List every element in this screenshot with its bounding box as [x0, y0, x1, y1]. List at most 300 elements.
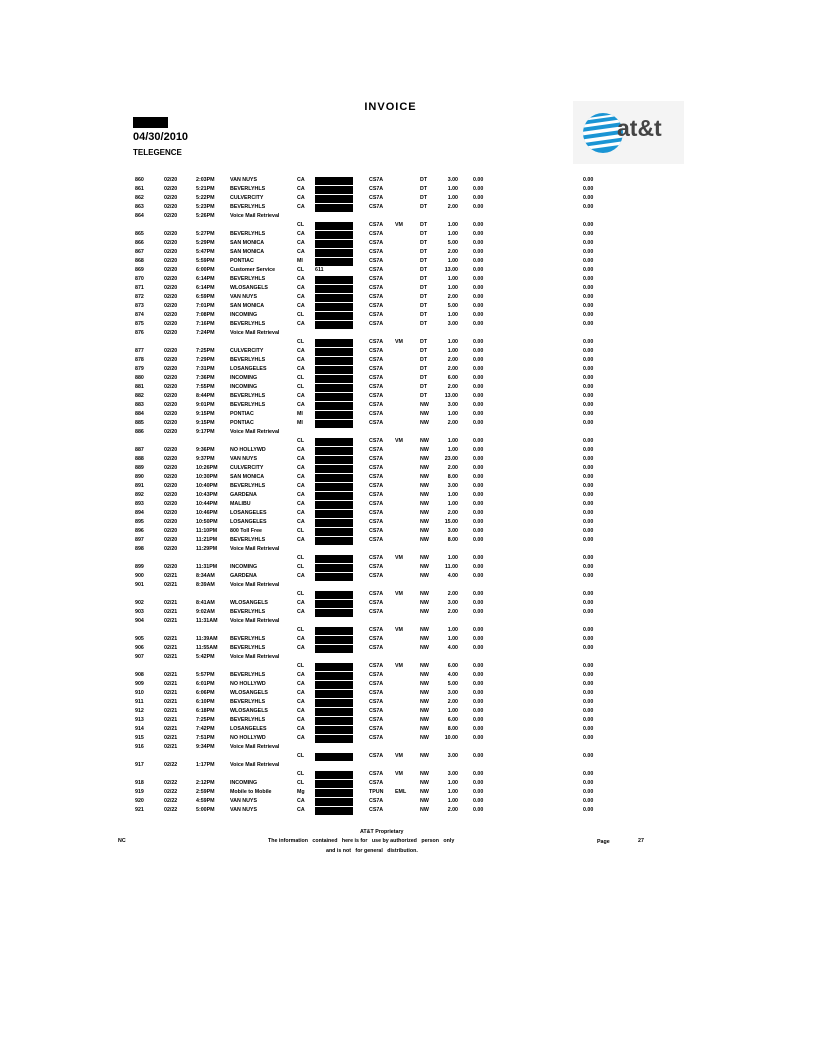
minutes: 2.00 [447, 357, 458, 363]
table-row [0, 230, 816, 239]
call-location: Customer Service [230, 267, 276, 273]
table-row [0, 482, 816, 491]
total: 0.00 [583, 294, 594, 300]
minutes: 2.00 [447, 591, 458, 597]
row-id: 920 [135, 798, 144, 804]
minutes: 4.00 [447, 573, 458, 579]
call-location: INCOMING [230, 564, 258, 570]
call-description: Voice Mail Retrieval [230, 654, 280, 660]
call-state: CA [297, 177, 305, 183]
table-row [0, 257, 816, 266]
row-id: 918 [135, 780, 144, 786]
call-location: MALIBU [230, 501, 251, 507]
call-state: CL [297, 339, 305, 345]
call-time: 6:14PM [196, 276, 215, 282]
rate-period: DT [420, 249, 428, 255]
table-row [0, 545, 816, 554]
redacted-number [315, 519, 353, 527]
rate-period: NW [420, 645, 429, 651]
call-date: 02/20 [164, 177, 178, 183]
charge: 0.00 [473, 726, 484, 732]
call-date: 02/20 [164, 294, 178, 300]
rate-code: CS7A [369, 636, 384, 642]
call-location: BEVERLYHLS [230, 699, 266, 705]
row-id: 872 [135, 294, 144, 300]
minutes: 8.00 [447, 537, 458, 543]
charge: 0.00 [473, 789, 484, 795]
charge: 0.00 [473, 186, 484, 192]
call-location: BEVERLYHLS [230, 537, 266, 543]
call-time: 6:01PM [196, 681, 215, 687]
rate-code: CS7A [369, 276, 384, 282]
call-state: CA [297, 735, 305, 741]
redacted-number [315, 339, 353, 347]
row-id: 875 [135, 321, 144, 327]
call-time: 6:10PM [196, 699, 215, 705]
call-date: 02/20 [164, 249, 178, 255]
logo-wordmark: at&t [617, 115, 662, 141]
minutes: 2.00 [447, 204, 458, 210]
call-time: 6:14PM [196, 285, 215, 291]
row-id: 864 [135, 213, 144, 219]
call-state: CA [297, 456, 305, 462]
call-time: 2:59PM [196, 789, 215, 795]
call-location: BEVERLYHLS [230, 636, 266, 642]
rate-period: NW [420, 483, 429, 489]
table-row [0, 599, 816, 608]
call-location: NO HOLLYWD [230, 735, 266, 741]
call-time: 4:59PM [196, 798, 215, 804]
table-row [0, 410, 816, 419]
minutes: 10.00 [444, 735, 458, 741]
call-state: CA [297, 483, 305, 489]
charge: 0.00 [473, 717, 484, 723]
call-time: 9:37PM [196, 456, 215, 462]
table-row [0, 284, 816, 293]
minutes: 1.00 [447, 258, 458, 264]
redacted-number [315, 276, 353, 284]
call-time: 10:50PM [196, 519, 218, 525]
redacted-number [315, 555, 353, 563]
call-state: CA [297, 366, 305, 372]
redacted-number [315, 240, 353, 248]
row-id: 860 [135, 177, 144, 183]
call-time: 6:06PM [196, 690, 215, 696]
redacted-header-block [133, 117, 168, 128]
charge: 0.00 [473, 528, 484, 534]
rate-code: CS7A [369, 555, 384, 561]
call-state: CA [297, 600, 305, 606]
redacted-number [315, 375, 353, 383]
minutes: 1.00 [447, 276, 458, 282]
charge: 0.00 [473, 735, 484, 741]
call-state: CL [297, 780, 305, 786]
feature-code: EML [395, 789, 407, 795]
call-location: Mobile to Mobile [230, 789, 272, 795]
table-row [0, 509, 816, 518]
row-id: 887 [135, 447, 144, 453]
call-state: CA [297, 537, 305, 543]
minutes: 3.00 [447, 690, 458, 696]
charge: 0.00 [473, 537, 484, 543]
table-row [0, 446, 816, 455]
call-time: 8:39AM [196, 582, 215, 588]
minutes: 1.00 [447, 501, 458, 507]
redacted-number [315, 807, 353, 815]
call-time: 10:44PM [196, 501, 218, 507]
redacted-number [315, 600, 353, 608]
table-row [0, 743, 816, 752]
call-state: CA [297, 357, 305, 363]
company-name: TELEGENCE [133, 148, 182, 157]
total: 0.00 [583, 771, 594, 777]
call-time: 9:15PM [196, 411, 215, 417]
call-date: 02/22 [164, 798, 178, 804]
table-row [0, 644, 816, 653]
table-row [0, 401, 816, 410]
charge: 0.00 [473, 672, 484, 678]
redacted-number [315, 195, 353, 203]
call-state: CA [297, 609, 305, 615]
redacted-number [315, 735, 353, 743]
call-location: NO HOLLYWD [230, 681, 266, 687]
redacted-number [315, 474, 353, 482]
minutes: 2.00 [447, 699, 458, 705]
call-location: CULVERCITY [230, 195, 264, 201]
total: 0.00 [583, 699, 594, 705]
total: 0.00 [583, 483, 594, 489]
call-location: INCOMING [230, 375, 258, 381]
rate-period: NW [420, 627, 429, 633]
row-id: 867 [135, 249, 144, 255]
rate-code: CS7A [369, 294, 384, 300]
rate-period: NW [420, 420, 429, 426]
call-location: CULVERCITY [230, 348, 264, 354]
rate-code: CS7A [369, 690, 384, 696]
call-description: Voice Mail Retrieval [230, 213, 280, 219]
call-state: CL [297, 438, 305, 444]
call-date: 02/20 [164, 312, 178, 318]
total: 0.00 [583, 807, 594, 813]
total: 0.00 [583, 690, 594, 696]
charge: 0.00 [473, 465, 484, 471]
feature-code: VM [395, 627, 403, 633]
call-time: 8:44PM [196, 393, 215, 399]
rate-code: CS7A [369, 510, 384, 516]
call-date: 02/21 [164, 690, 178, 696]
call-location: BEVERLYHLS [230, 231, 266, 237]
call-state: CL [297, 528, 305, 534]
call-time: 11:55AM [196, 645, 218, 651]
rate-code: CS7A [369, 663, 384, 669]
rate-code: CS7A [369, 528, 384, 534]
call-state: CL [297, 384, 305, 390]
table-row [0, 563, 816, 572]
minutes: 1.00 [447, 708, 458, 714]
row-id: 905 [135, 636, 144, 642]
rate-period: NW [420, 492, 429, 498]
rate-period: NW [420, 537, 429, 543]
total: 0.00 [583, 636, 594, 642]
row-id: 885 [135, 420, 144, 426]
feature-code: VM [395, 438, 403, 444]
rate-period: DT [420, 231, 428, 237]
call-date: 02/20 [164, 231, 178, 237]
call-time: 6:00PM [196, 267, 215, 273]
call-state: CA [297, 798, 305, 804]
minutes: 15.00 [444, 519, 458, 525]
rate-code: CS7A [369, 753, 384, 759]
charge: 0.00 [473, 438, 484, 444]
call-date: 02/21 [164, 681, 178, 687]
call-location: INCOMING [230, 780, 258, 786]
rate-code: CS7A [369, 384, 384, 390]
table-row [0, 266, 816, 275]
call-date: 02/21 [164, 708, 178, 714]
call-time: 2:12PM [196, 780, 215, 786]
redacted-number [315, 438, 353, 446]
rate-code: CS7A [369, 411, 384, 417]
call-state: CL [297, 222, 305, 228]
call-state: CA [297, 231, 305, 237]
call-description: Voice Mail Retrieval [230, 429, 280, 435]
minutes: 1.00 [447, 348, 458, 354]
row-id: 900 [135, 573, 144, 579]
call-date: 02/20 [164, 195, 178, 201]
table-row [0, 428, 816, 437]
table-row [0, 572, 816, 581]
charge: 0.00 [473, 375, 484, 381]
rate-period: DT [420, 348, 428, 354]
table-row [0, 293, 816, 302]
call-date: 02/20 [164, 465, 178, 471]
call-date: 02/21 [164, 699, 178, 705]
redacted-number [315, 285, 353, 293]
total: 0.00 [583, 717, 594, 723]
rate-code: CS7A [369, 186, 384, 192]
call-state: MI [297, 411, 303, 417]
minutes: 3.00 [447, 177, 458, 183]
call-time: 9:34PM [196, 744, 215, 750]
call-time: 11:29PM [196, 546, 218, 552]
row-id: 886 [135, 429, 144, 435]
redacted-number [315, 672, 353, 680]
call-date: 02/20 [164, 501, 178, 507]
row-id: 917 [135, 762, 144, 768]
minutes: 1.00 [447, 339, 458, 345]
rate-period: DT [420, 366, 428, 372]
call-date: 02/20 [164, 348, 178, 354]
row-id: 883 [135, 402, 144, 408]
redacted-number [315, 663, 353, 671]
table-row [0, 302, 816, 311]
row-id: 865 [135, 231, 144, 237]
footer-left-code: NC [118, 838, 126, 844]
call-date: 02/22 [164, 789, 178, 795]
redacted-number [315, 249, 353, 257]
call-date: 02/20 [164, 186, 178, 192]
call-date: 02/20 [164, 321, 178, 327]
call-location: GARDENA [230, 573, 257, 579]
total: 0.00 [583, 456, 594, 462]
minutes: 6.00 [447, 375, 458, 381]
call-description: Voice Mail Retrieval [230, 582, 280, 588]
table-row [0, 617, 816, 626]
rate-code: CS7A [369, 321, 384, 327]
total: 0.00 [583, 609, 594, 615]
row-id: 895 [135, 519, 144, 525]
total: 0.00 [583, 600, 594, 606]
call-date: 02/20 [164, 537, 178, 543]
total: 0.00 [583, 411, 594, 417]
call-location: PONTIAC [230, 420, 254, 426]
call-date: 02/20 [164, 393, 178, 399]
row-id: 884 [135, 411, 144, 417]
redacted-number [315, 312, 353, 320]
rate-period: DT [420, 321, 428, 327]
rate-period: NW [420, 753, 429, 759]
total: 0.00 [583, 357, 594, 363]
call-state: CA [297, 240, 305, 246]
invoice-date: 04/30/2010 [133, 131, 189, 143]
row-id: 904 [135, 618, 144, 624]
call-state: CA [297, 285, 305, 291]
row-id: 897 [135, 537, 144, 543]
minutes: 3.00 [447, 528, 458, 534]
row-id: 911 [135, 699, 144, 705]
table-row [0, 689, 816, 698]
charge: 0.00 [473, 366, 484, 372]
row-id: 881 [135, 384, 144, 390]
call-date: 02/20 [164, 474, 178, 480]
call-time: 5:27PM [196, 231, 215, 237]
call-state: CA [297, 294, 305, 300]
call-state: MI [297, 258, 303, 264]
call-location: BEVERLYHLS [230, 483, 266, 489]
total: 0.00 [583, 528, 594, 534]
call-state: CL [297, 267, 305, 273]
total: 0.00 [583, 258, 594, 264]
total: 0.00 [583, 249, 594, 255]
call-location: 800 Toll Free [230, 528, 262, 534]
total: 0.00 [583, 672, 594, 678]
call-location: BEVERLYHLS [230, 609, 266, 615]
call-state: CL [297, 555, 305, 561]
minutes: 5.00 [447, 681, 458, 687]
row-id: 898 [135, 546, 144, 552]
rate-period: DT [420, 177, 428, 183]
call-location: LOSANGELES [230, 510, 267, 516]
redacted-number [315, 789, 353, 797]
call-date: 02/20 [164, 276, 178, 282]
total: 0.00 [583, 447, 594, 453]
total: 0.00 [583, 402, 594, 408]
redacted-number [315, 537, 353, 545]
redacted-number [315, 690, 353, 698]
rate-period: DT [420, 339, 428, 345]
call-state: CA [297, 465, 305, 471]
total: 0.00 [583, 267, 594, 273]
rate-period: DT [420, 357, 428, 363]
call-state: CA [297, 690, 305, 696]
rate-period: DT [420, 375, 428, 381]
call-state: CA [297, 492, 305, 498]
rate-code: CS7A [369, 195, 384, 201]
charge: 0.00 [473, 519, 484, 525]
row-id: 907 [135, 654, 144, 660]
redacted-number [315, 510, 353, 518]
rate-period: NW [420, 672, 429, 678]
minutes: 1.00 [447, 195, 458, 201]
charge: 0.00 [473, 492, 484, 498]
minutes: 23.00 [444, 456, 458, 462]
rate-period: DT [420, 240, 428, 246]
footer-proprietary: AT&T Proprietary [360, 829, 404, 835]
charge: 0.00 [473, 420, 484, 426]
total: 0.00 [583, 276, 594, 282]
invoice-title: INVOICE [364, 101, 417, 113]
call-date: 02/20 [164, 492, 178, 498]
call-date: 02/20 [164, 510, 178, 516]
call-location: GARDENA [230, 492, 257, 498]
row-id: 894 [135, 510, 144, 516]
call-date: 02/21 [164, 726, 178, 732]
total: 0.00 [583, 510, 594, 516]
rate-period: NW [420, 807, 429, 813]
rate-code: CS7A [369, 627, 384, 633]
call-state: CA [297, 447, 305, 453]
redacted-number [315, 258, 353, 266]
rate-period: NW [420, 717, 429, 723]
call-location: VAN NUYS [230, 807, 257, 813]
rate-period: NW [420, 609, 429, 615]
redacted-number [315, 366, 353, 374]
rate-period: NW [420, 771, 429, 777]
rate-period: NW [420, 510, 429, 516]
rate-code: CS7A [369, 177, 384, 183]
charge: 0.00 [473, 321, 484, 327]
call-time: 7:16PM [196, 321, 215, 327]
call-time: 1:17PM [196, 762, 215, 768]
call-location: CULVERCITY [230, 465, 264, 471]
charge: 0.00 [473, 267, 484, 273]
call-state: CL [297, 663, 305, 669]
call-location: LOSANGELES [230, 726, 267, 732]
call-date: 02/20 [164, 375, 178, 381]
call-state: CA [297, 321, 305, 327]
call-time: 7:25PM [196, 348, 215, 354]
redacted-number [315, 798, 353, 806]
redacted-number [315, 717, 353, 725]
rate-period: NW [420, 591, 429, 597]
table-row [0, 374, 816, 383]
rate-period: NW [420, 798, 429, 804]
rate-period: DT [420, 384, 428, 390]
call-date: 02/21 [164, 717, 178, 723]
row-id: 890 [135, 474, 144, 480]
charge: 0.00 [473, 348, 484, 354]
charge: 0.00 [473, 240, 484, 246]
call-time: 9:01PM [196, 402, 215, 408]
call-time: 10:43PM [196, 492, 218, 498]
call-date: 02/21 [164, 573, 178, 579]
charge: 0.00 [473, 483, 484, 489]
redacted-number [315, 699, 353, 707]
table-row-continuation [0, 437, 816, 446]
rate-period: NW [420, 456, 429, 462]
table-row [0, 608, 816, 617]
total: 0.00 [583, 537, 594, 543]
